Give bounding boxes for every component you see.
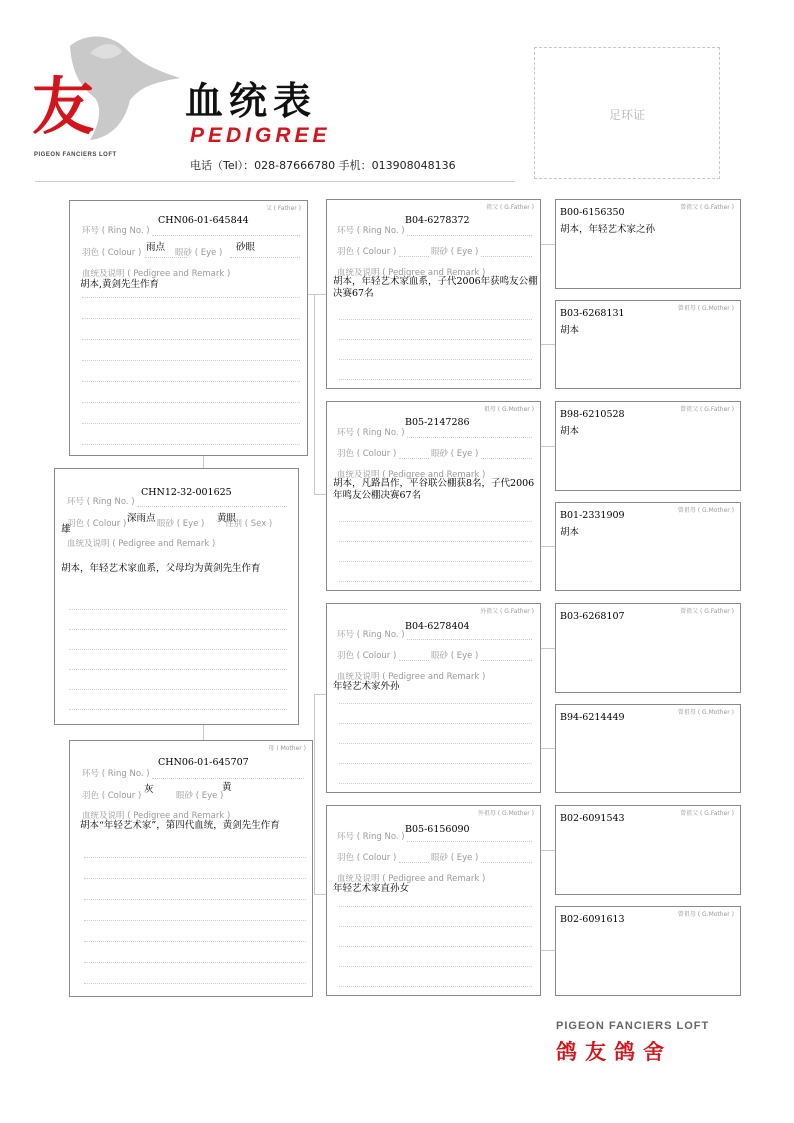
remark-line	[339, 703, 532, 704]
header-divider	[35, 181, 515, 182]
card-corner-label: 母 ( Mother )	[268, 745, 306, 752]
remark-line	[339, 521, 532, 522]
ggp-remark[interactable]: 胡本	[560, 527, 580, 538]
mother-colour-value[interactable]: 灰	[144, 784, 154, 795]
ggp-ring-value[interactable]: B98-6210528	[560, 409, 625, 420]
ggp-remark[interactable]: 胡本，年轻艺术家之孙	[560, 224, 656, 235]
connector	[541, 446, 555, 447]
connector	[314, 894, 326, 895]
logo-text: PIGEON FANCIERS LOFT	[34, 152, 117, 158]
connector	[541, 748, 555, 749]
card-corner-label: 祖母 ( G.Mother )	[483, 406, 534, 413]
remark-line	[339, 743, 532, 744]
eye-label: 眼砂 ( Eye )	[431, 853, 479, 863]
card-corner-label: 曾祖父 ( G.Father )	[680, 608, 734, 615]
remark-label: 血统及说明 ( Pedigree and Remark )	[337, 672, 486, 682]
field-line	[481, 660, 532, 661]
field-line	[137, 506, 287, 507]
eye-label: 眼砂 ( Eye )	[175, 248, 223, 258]
ggp-ring-value[interactable]: B02-6091613	[560, 914, 625, 925]
colour-label: 羽色 ( Colour )	[67, 519, 127, 529]
gf-father-ring-value[interactable]: B04-6278372	[405, 215, 470, 226]
great-grandparent-card	[555, 603, 741, 693]
remark-line	[69, 649, 287, 650]
card-corner-label: 曾祖父 ( G.Father )	[680, 406, 734, 413]
remark-line	[339, 359, 532, 360]
remark-label: 血统及说明 ( Pedigree and Remark )	[82, 269, 231, 279]
colour-label: 羽色 ( Colour )	[337, 449, 397, 459]
remark-line	[339, 379, 532, 380]
maternal-grandfather-card	[326, 603, 541, 793]
gm-father-ring-value[interactable]: B05-2147286	[405, 417, 470, 428]
remark-line	[339, 906, 532, 907]
father-remark[interactable]: 胡本,黄剑先生作育	[80, 279, 160, 290]
remark-line	[339, 783, 532, 784]
field-line	[407, 639, 532, 640]
colour-label: 羽色 ( Colour )	[337, 651, 397, 661]
connector	[314, 294, 315, 494]
ggp-ring-value[interactable]: B01-2331909	[560, 510, 625, 521]
great-grandparent-card	[555, 199, 741, 289]
remark-line	[339, 966, 532, 967]
remark-line	[84, 878, 306, 879]
mother-eye-value[interactable]: 黄	[222, 782, 232, 793]
remark-label: 血统及说明 ( Pedigree and Remark )	[337, 470, 486, 480]
subject-card	[54, 468, 299, 725]
field-line	[152, 235, 300, 236]
ggp-ring-value[interactable]: B02-6091543	[560, 813, 625, 824]
connector	[541, 850, 555, 851]
eye-label: 眼砂 ( Eye )	[431, 449, 479, 459]
connector	[314, 694, 315, 894]
connector	[314, 494, 326, 495]
remark-line	[339, 561, 532, 562]
field-line	[407, 437, 532, 438]
father-colour-value[interactable]: 雨点	[146, 242, 166, 253]
field-line	[407, 841, 532, 842]
logo	[30, 28, 190, 166]
field-line	[481, 256, 532, 257]
mother-card	[69, 740, 313, 997]
card-corner-label: 外祖母 ( G.Mother )	[477, 810, 534, 817]
mother-ring-value[interactable]: CHN06-01-645707	[158, 757, 249, 768]
ring-label: 环号 ( Ring No. )	[82, 226, 150, 236]
contact-info: 电话（Tel）：028-87666780 手机：013908048136	[190, 159, 456, 172]
field-line	[399, 256, 429, 257]
connector	[541, 546, 555, 547]
remark-line	[69, 669, 287, 670]
remark-line	[339, 946, 532, 947]
gf-mother-ring-value[interactable]: B04-6278404	[405, 621, 470, 632]
remark-line	[339, 541, 532, 542]
ggp-ring-value[interactable]: B03-6268107	[560, 611, 625, 622]
colour-label: 羽色 ( Colour )	[337, 853, 397, 863]
remark-line	[82, 444, 300, 445]
remark-line	[339, 339, 532, 340]
ring-label: 环号 ( Ring No. )	[337, 428, 405, 438]
remark-line	[69, 629, 287, 630]
field-line	[481, 862, 532, 863]
remark-label: 血统及说明 ( Pedigree and Remark )	[82, 811, 231, 821]
eye-label: 眼砂 ( Eye )	[157, 519, 205, 529]
ring-certificate-label: 足环证	[608, 108, 645, 122]
ring-label: 环号 ( Ring No. )	[82, 769, 150, 779]
page-title: 血统表	[185, 78, 318, 123]
paternal-grandmother-card	[326, 401, 541, 591]
paternal-grandfather-card	[326, 199, 541, 389]
colour-label: 羽色 ( Colour )	[337, 247, 397, 257]
remark-line	[339, 986, 532, 987]
father-eye-value[interactable]: 砂眼	[236, 242, 256, 253]
remark-line	[82, 360, 300, 361]
father-ring-value[interactable]: CHN06-01-645844	[158, 215, 249, 226]
mother-remark[interactable]: 胡本“年轻艺术家”，第四代血统，黄剑先生作育	[80, 820, 280, 831]
remark-line	[339, 763, 532, 764]
remark-line	[339, 723, 532, 724]
remark-line	[84, 899, 306, 900]
field-line	[230, 257, 300, 258]
remark-line	[82, 423, 300, 424]
remark-line	[339, 581, 532, 582]
ring-label: 环号 ( Ring No. )	[337, 630, 405, 640]
ring-label: 环号 ( Ring No. )	[337, 832, 405, 842]
card-corner-label: 外祖父 ( G.Father )	[480, 608, 534, 615]
field-line	[399, 660, 429, 661]
connector	[541, 950, 555, 951]
remark-line	[84, 920, 306, 921]
card-corner-label: 祖父 ( G.Father )	[486, 204, 534, 211]
gf-mother-remark[interactable]: 年轻艺术家外孙	[333, 681, 400, 692]
ring-label: 环号 ( Ring No. )	[337, 226, 405, 236]
colour-label: 羽色 ( Colour )	[82, 248, 142, 258]
great-grandparent-card	[555, 906, 741, 996]
remark-line	[82, 402, 300, 403]
eye-label: 眼砂 ( Eye )	[176, 791, 224, 801]
connector	[314, 694, 326, 695]
remark-line	[84, 941, 306, 942]
page-title-en: PEDIGREE	[190, 124, 331, 147]
sex-label: 性别 ( Sex )	[225, 519, 273, 529]
subject-eye-value[interactable]: 黄眼	[217, 513, 237, 524]
remark-line	[339, 319, 532, 320]
connector	[541, 244, 555, 245]
card-corner-label: 父 ( Father )	[265, 205, 301, 212]
remark-line	[339, 926, 532, 927]
ggp-remark[interactable]: 胡本	[560, 325, 580, 336]
remark-line	[84, 962, 306, 963]
card-corner-label: 曾祖母 ( G.Mother )	[677, 709, 734, 716]
colour-label: 羽色 ( Colour )	[82, 791, 142, 801]
card-corner-label: 曾祖父 ( G.Father )	[680, 204, 734, 211]
remark-label: 血统及说明 ( Pedigree and Remark )	[67, 539, 216, 549]
card-corner-label: 曾祖母 ( G.Mother )	[677, 507, 734, 514]
field-line	[481, 458, 532, 459]
remark-line	[82, 297, 300, 298]
great-grandparent-card	[555, 805, 741, 895]
remark-line	[84, 857, 306, 858]
card-corner-label: 曾祖母 ( G.Mother )	[677, 911, 734, 918]
ring-certificate-area	[534, 47, 720, 179]
gm-father-remark[interactable]: 胡本，凡路昌作，平谷联公棚获8名，子代2006年鸣友公棚决赛67名	[333, 478, 535, 501]
eye-label: 眼砂 ( Eye )	[431, 247, 479, 257]
field-line	[399, 458, 429, 459]
remark-line	[84, 983, 306, 984]
connector	[203, 725, 204, 740]
subject-ring-value[interactable]: CHN12-32-001625	[141, 487, 232, 498]
great-grandparent-card	[555, 300, 741, 389]
footer-brand-en: PIGEON FANCIERS LOFT	[556, 1020, 710, 1032]
gm-mother-remark[interactable]: 年轻艺术家直孙女	[333, 883, 410, 894]
ggp-ring-value[interactable]: B00-6156350	[560, 207, 625, 218]
remark-line	[69, 709, 287, 710]
great-grandparent-card	[555, 704, 741, 793]
ggp-remark[interactable]: 胡本	[560, 426, 580, 437]
card-corner-label: 曾祖父 ( G.Father )	[680, 810, 734, 817]
gf-father-remark[interactable]: 胡本，年轻艺术家血系，子代2006年获鸣友公棚决赛67名	[333, 276, 538, 299]
maternal-grandmother-card	[326, 805, 541, 996]
connector	[203, 456, 204, 468]
remark-line	[82, 318, 300, 319]
field-line	[407, 235, 532, 236]
subject-sex-value[interactable]: 雄	[61, 524, 71, 535]
eye-label: 眼砂 ( Eye )	[431, 651, 479, 661]
great-grandparent-card	[555, 401, 741, 491]
gm-mother-ring-value[interactable]: B05-6156090	[405, 824, 470, 835]
subject-remark[interactable]: 胡本，年轻艺术家血系，父母均为黄剑先生作育	[61, 563, 261, 574]
remark-line	[69, 689, 287, 690]
connector	[541, 648, 555, 649]
remark-line	[82, 339, 300, 340]
card-corner-label: 曾祖母 ( G.Mother )	[677, 305, 734, 312]
footer-brand-cn: 鸽友鸽舍	[556, 1040, 672, 1064]
ggp-ring-value[interactable]: B03-6268131	[560, 308, 625, 319]
logo-char: 友	[32, 70, 95, 143]
remark-label: 血统及说明 ( Pedigree and Remark )	[337, 268, 486, 278]
connector	[308, 294, 326, 295]
remark-label: 血统及说明 ( Pedigree and Remark )	[337, 874, 486, 884]
connector	[541, 344, 555, 345]
subject-colour-value[interactable]: 深雨点	[127, 513, 156, 524]
ring-label: 环号 ( Ring No. )	[67, 497, 135, 507]
field-line	[399, 862, 429, 863]
father-card	[69, 200, 308, 456]
great-grandparent-card	[555, 502, 741, 591]
remark-line	[69, 609, 287, 610]
remark-line	[82, 381, 300, 382]
ggp-ring-value[interactable]: B94-6214449	[560, 712, 625, 723]
